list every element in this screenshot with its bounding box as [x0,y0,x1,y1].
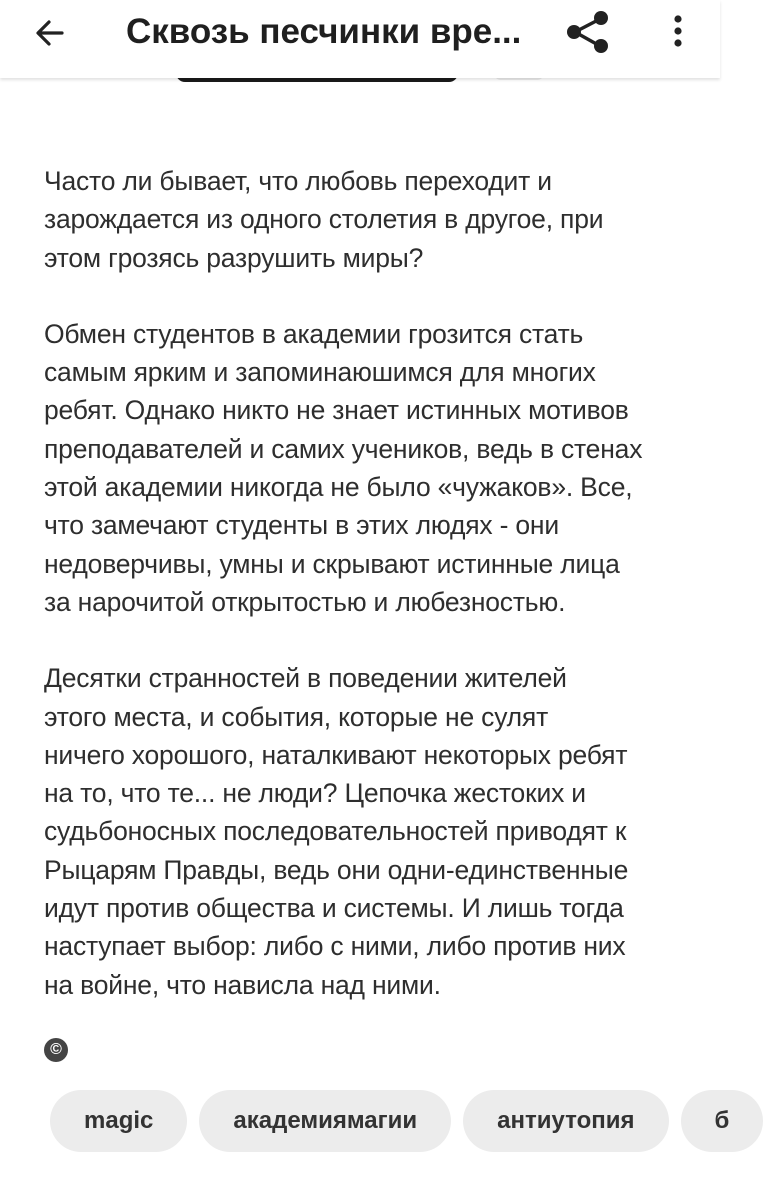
text-line: преподавателей и самих учеников, ведь в стенах [44,433,643,464]
book-description [44,162,684,1042]
tags-row[interactable] [50,1090,730,1152]
tag-chip[interactable]: академиямагии [199,1090,451,1152]
text-line: этого места, и события, которые не сулят [44,701,549,732]
text-line: недоверчивы, умны и скрывают истинные лица [44,548,620,579]
text-line: Рыцарям Правды, ведь они одни-единственные [44,854,629,885]
tag-chip[interactable]: антиутопия [463,1090,668,1152]
scrolled-content-edge [0,78,720,86]
more-vert-icon [664,10,692,54]
text-line: Обмен студентов в академии грозится стать [44,318,584,349]
arrow-left-icon [30,13,70,53]
share-button[interactable] [562,6,614,58]
text-line: на то, что те... не люди? Цепочка жестоких и [44,778,586,809]
text-line: ребят. Однако никто не знает истинных мотивов [44,395,629,426]
text-line: этом грозясь разрушить миры? [44,242,424,273]
back-button[interactable] [30,13,70,53]
description-paragraph [44,659,684,1004]
text-line: Десятки странностей в поведении жителей [44,663,567,694]
text-line: судьбоносных последовательностей приводят к [44,816,627,847]
page-title: Сквозь песчинки вре... [126,12,522,51]
copyright-icon: © [44,1038,68,1062]
text-line: ничего хорошого, наталкивают некоторых ребят [44,739,628,770]
text-line: этой академии никогда не было «чужаков». Все, [44,472,633,503]
text-line: Часто ли бывает, что любовь переходит и [44,166,552,196]
share-icon [562,6,614,58]
text-line: что замечают студенты в этих людях - они [44,510,559,541]
description-paragraph [44,315,684,621]
tag-chip[interactable]: б [681,1090,764,1152]
text-line: за нарочитой открытостью и любезностью. [44,586,566,617]
text-line: идут против общества и системы. И лишь тогда [44,893,624,924]
app-bar [0,0,720,78]
text-line: наступает выбор: либо с ними, либо против них [44,931,626,962]
more-options-button[interactable] [664,10,692,54]
text-line: зарождается из одного столетия в другое, при [44,204,604,235]
tag-chip[interactable]: magic [50,1090,187,1152]
text-line: на войне, что нависла над ними. [44,969,441,1000]
description-paragraph [44,162,684,277]
text-line: самым ярким и запоминаюшимся для многих [44,357,596,388]
